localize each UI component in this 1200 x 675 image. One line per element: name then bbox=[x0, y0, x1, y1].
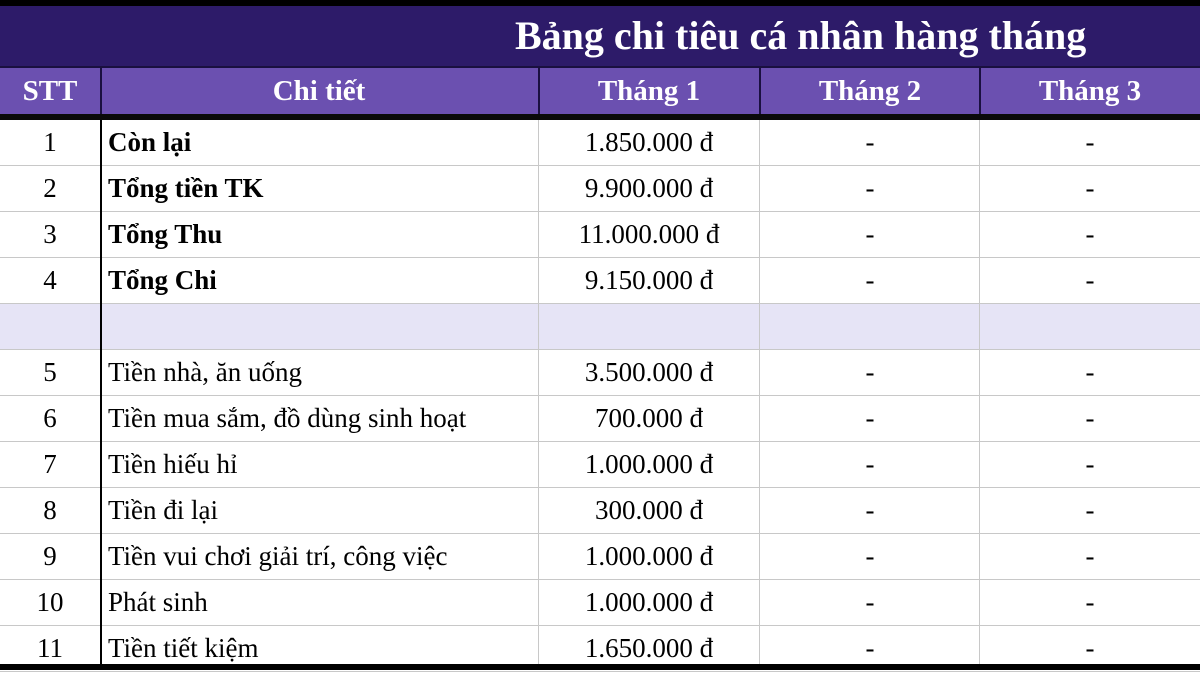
cell-month-1[interactable]: 300.000 đ bbox=[595, 495, 703, 525]
cell-stt[interactable]: 1 bbox=[43, 127, 57, 157]
table-row bbox=[0, 166, 1200, 212]
cell-detail[interactable]: Tiền vui chơi giải trí, công việc bbox=[108, 541, 448, 571]
cell-stt[interactable]: 4 bbox=[43, 265, 57, 295]
cell-detail[interactable]: Tiền tiết kiệm bbox=[108, 633, 259, 663]
cell-month-1[interactable]: 3.500.000 đ bbox=[584, 357, 714, 387]
cell-month-2[interactable]: - bbox=[865, 495, 875, 525]
cell-stt[interactable]: 8 bbox=[43, 495, 57, 525]
header-month-3[interactable]: Tháng 3 bbox=[1038, 75, 1142, 107]
cell-stt[interactable]: 7 bbox=[43, 449, 57, 479]
cell-month-1[interactable]: 1.000.000 đ bbox=[584, 541, 714, 571]
header-stt[interactable]: STT bbox=[22, 75, 78, 107]
table-row bbox=[0, 396, 1200, 442]
cell-stt[interactable]: 11 bbox=[37, 633, 63, 663]
cell-stt[interactable]: 10 bbox=[36, 587, 64, 617]
header-month-2[interactable]: Tháng 2 bbox=[818, 75, 922, 107]
table-row bbox=[0, 212, 1200, 258]
header-divider bbox=[100, 66, 102, 114]
title-bar bbox=[0, 6, 1200, 66]
cell-month-3[interactable]: - bbox=[1085, 495, 1095, 525]
cell-month-3[interactable]: - bbox=[1085, 219, 1095, 249]
cell-month-1[interactable]: 1.850.000 đ bbox=[584, 127, 714, 157]
cell-month-2[interactable]: - bbox=[865, 541, 875, 571]
cell-month-1[interactable]: 1.650.000 đ bbox=[584, 633, 714, 663]
cell-month-2[interactable]: - bbox=[865, 173, 875, 203]
cell-stt[interactable]: 6 bbox=[43, 403, 57, 433]
cell-month-1[interactable]: 1.000.000 đ bbox=[584, 449, 714, 479]
header-divider bbox=[979, 66, 981, 114]
cell-stt[interactable]: 5 bbox=[43, 357, 57, 387]
table-row bbox=[0, 258, 1200, 304]
cell-detail[interactable]: Còn lại bbox=[108, 127, 192, 157]
cell-month-2[interactable]: - bbox=[865, 587, 875, 617]
cell-month-3[interactable]: - bbox=[1085, 587, 1095, 617]
cell-stt[interactable]: 2 bbox=[43, 173, 57, 203]
column-divider bbox=[759, 120, 760, 664]
cell-stt[interactable]: 3 bbox=[43, 219, 57, 249]
cell-month-2[interactable]: - bbox=[865, 219, 875, 249]
cell-month-1[interactable]: 1.000.000 đ bbox=[584, 587, 714, 617]
blank-row[interactable] bbox=[0, 304, 1200, 350]
header-divider bbox=[759, 66, 761, 114]
header-month-1[interactable]: Tháng 1 bbox=[597, 75, 701, 107]
cell-month-3[interactable]: - bbox=[1085, 127, 1095, 157]
cell-detail[interactable]: Tổng tiền TK bbox=[108, 173, 264, 203]
cell-month-1[interactable]: 700.000 đ bbox=[595, 403, 703, 433]
table-row bbox=[0, 534, 1200, 580]
cell-detail[interactable]: Tổng Thu bbox=[108, 219, 223, 249]
cell-month-3[interactable]: - bbox=[1085, 357, 1095, 387]
cell-month-3[interactable]: - bbox=[1085, 173, 1095, 203]
cell-month-3[interactable]: - bbox=[1085, 449, 1095, 479]
cell-month-1[interactable]: 9.900.000 đ bbox=[584, 173, 714, 203]
bottom-border bbox=[0, 664, 1200, 670]
cell-month-1[interactable]: 11.000.000 đ bbox=[578, 219, 720, 249]
cell-stt[interactable]: 9 bbox=[43, 541, 57, 571]
page-title: Bảng chi tiêu cá nhân hàng tháng bbox=[515, 13, 1087, 58]
cell-month-2[interactable]: - bbox=[865, 449, 875, 479]
column-divider bbox=[538, 120, 539, 664]
cell-month-2[interactable]: - bbox=[865, 357, 875, 387]
cell-month-2[interactable]: - bbox=[865, 127, 875, 157]
column-divider bbox=[979, 120, 980, 664]
cell-detail[interactable]: Tiền đi lại bbox=[108, 495, 219, 525]
cell-detail[interactable]: Tiền nhà, ăn uống bbox=[108, 357, 302, 387]
cell-detail[interactable]: Tổng Chi bbox=[108, 265, 217, 295]
cell-month-3[interactable]: - bbox=[1085, 633, 1095, 663]
cell-month-2[interactable]: - bbox=[865, 633, 875, 663]
header-divider bbox=[538, 66, 540, 114]
table-row bbox=[0, 120, 1200, 166]
cell-month-3[interactable]: - bbox=[1085, 541, 1095, 571]
table-row bbox=[0, 442, 1200, 488]
cell-detail[interactable]: Tiền hiếu hỉ bbox=[108, 449, 238, 479]
table-row bbox=[0, 488, 1200, 534]
table-row bbox=[0, 580, 1200, 626]
cell-month-3[interactable]: - bbox=[1085, 403, 1095, 433]
header-detail[interactable]: Chi tiết bbox=[272, 75, 366, 107]
cell-detail[interactable]: Tiền mua sắm, đồ dùng sinh hoạt bbox=[108, 403, 467, 433]
cell-month-1[interactable]: 9.150.000 đ bbox=[584, 265, 714, 295]
cell-month-3[interactable]: - bbox=[1085, 265, 1095, 295]
table-row bbox=[0, 350, 1200, 396]
cell-detail[interactable]: Phát sinh bbox=[108, 587, 208, 617]
cell-month-2[interactable]: - bbox=[865, 403, 875, 433]
header-row bbox=[0, 66, 1200, 114]
cell-month-2[interactable]: - bbox=[865, 265, 875, 295]
column-divider bbox=[100, 120, 102, 664]
